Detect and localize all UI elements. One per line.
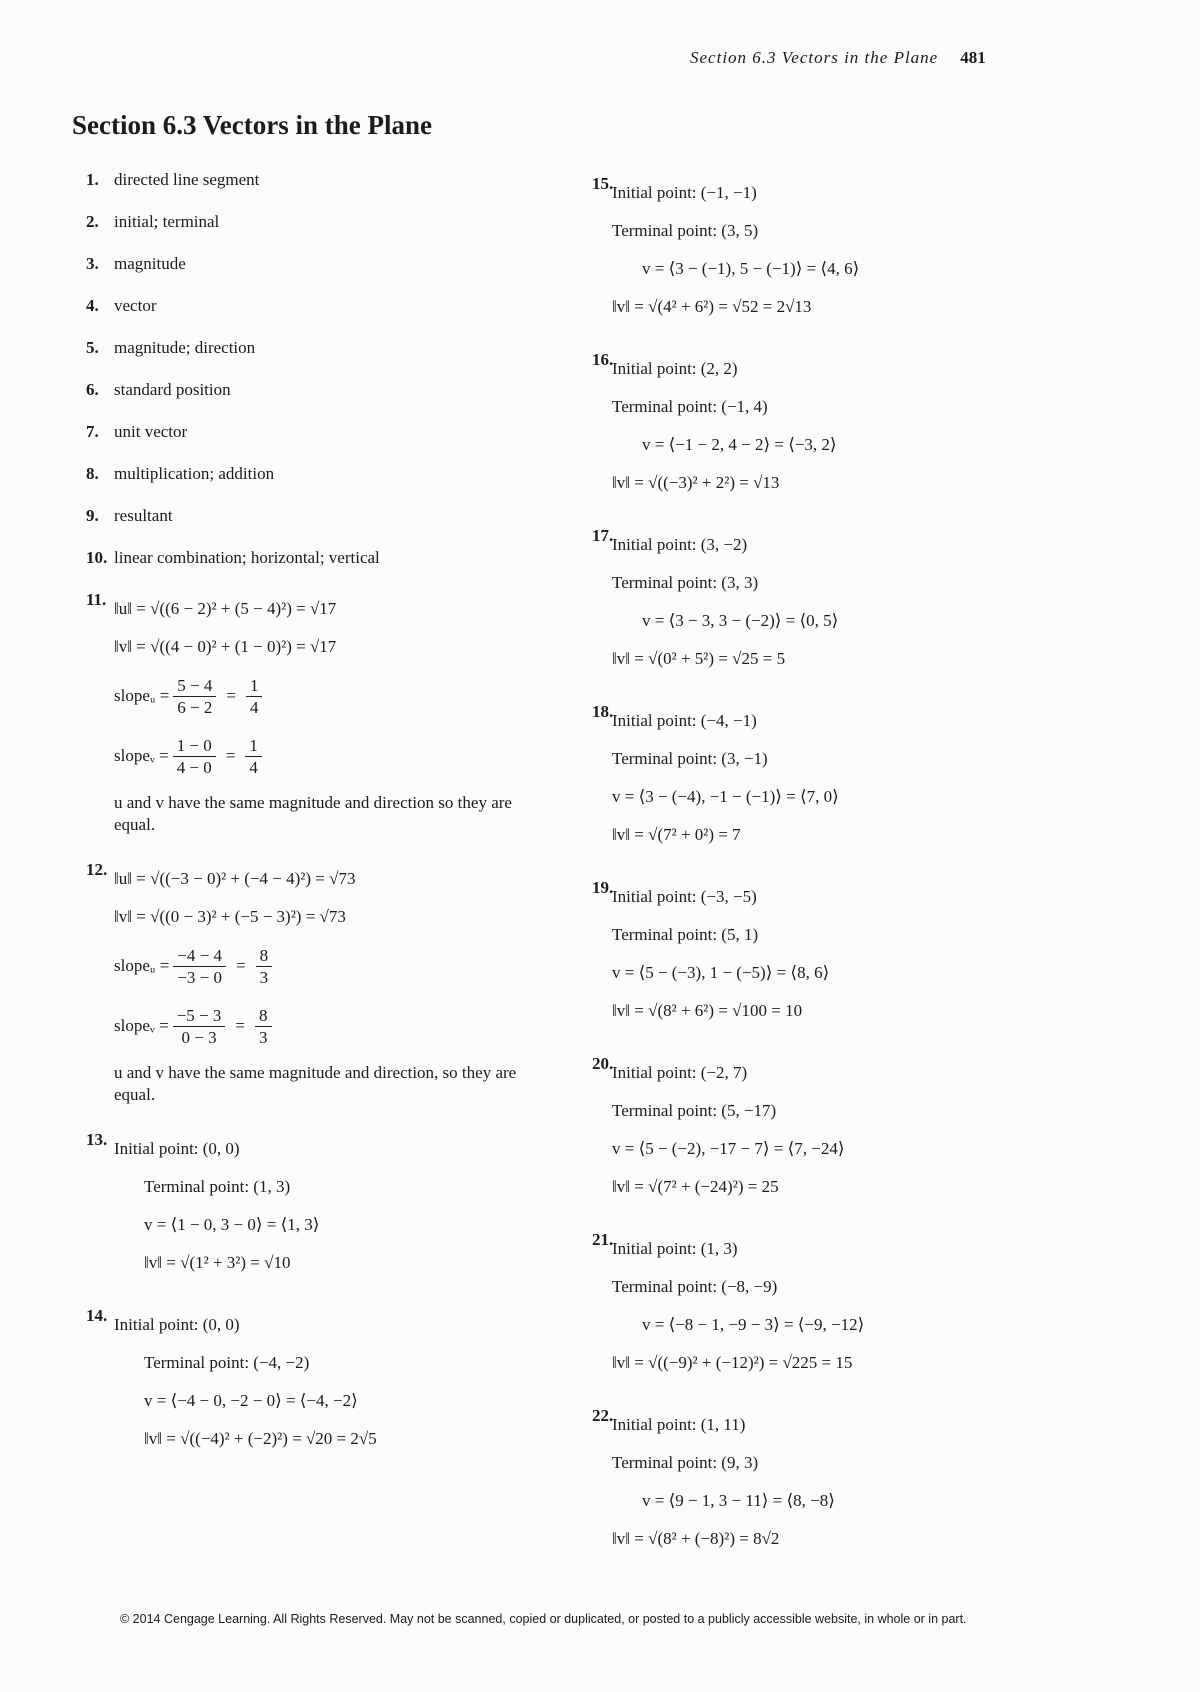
item-number: 7. — [86, 422, 99, 441]
slope-label: slopeᵥ = — [114, 746, 169, 765]
vector-line: v = ⟨−1 − 2, 4 − 2⟩ = ⟨−3, 2⟩ — [642, 435, 837, 454]
fraction — [173, 945, 226, 988]
initial-point-line: Initial point: (−2, 7) — [612, 1063, 748, 1082]
item-text: magnitude; direction — [114, 338, 256, 357]
initial-point-line: Initial point: (−4, −1) — [612, 711, 757, 730]
slope-u-line — [114, 936, 558, 996]
denominator: −3 − 0 — [177, 967, 222, 987]
item-number: 21. — [592, 1230, 614, 1249]
terminal-point-line: Terminal point: (9, 3) — [612, 1453, 759, 1472]
solution-12 — [88, 860, 558, 1106]
terminal-point-line: Terminal point: (−8, −9) — [612, 1277, 778, 1296]
solution-13 — [88, 1130, 558, 1282]
numerator: 1 − 0 — [173, 735, 216, 757]
equals-sign: = — [235, 956, 246, 975]
item-text: linear combination; horizontal; vertical — [114, 548, 380, 567]
vector-line: v = ⟨−4 − 0, −2 − 0⟩ = ⟨−4, −2⟩ — [144, 1391, 358, 1410]
initial-point-line: Initial point: (0, 0) — [114, 1315, 240, 1334]
item-number: 20. — [592, 1054, 614, 1073]
item-text: multiplication; addition — [114, 464, 275, 483]
numerator: −5 − 3 — [173, 1005, 226, 1027]
item-number: 17. — [592, 526, 614, 545]
running-head — [690, 48, 986, 68]
item-number: 14. — [86, 1306, 108, 1325]
equation: ‖u‖ = √((−3 − 0)² + (−4 − 4)²) = √73 — [114, 869, 356, 888]
item-number: 16. — [592, 350, 614, 369]
item-number: 6. — [86, 380, 99, 399]
numerator: 8 — [256, 945, 273, 967]
fraction — [245, 735, 262, 778]
vector-line: v = ⟨3 − 3, 3 − (−2)⟩ = ⟨0, 5⟩ — [642, 611, 839, 630]
fraction — [255, 1005, 272, 1048]
fraction — [246, 675, 263, 718]
section-title: Section 6.3 Vectors in the Plane — [72, 110, 432, 140]
item-number: 15. — [592, 174, 614, 193]
magnitude-line: ‖v‖ = √(8² + (−8)²) = 8√2 — [612, 1529, 780, 1548]
terminal-point-line: Terminal point: (−1, 4) — [612, 397, 768, 416]
solution-22 — [592, 1406, 1082, 1558]
item-number: 2. — [86, 212, 99, 231]
initial-point-line: Initial point: (1, 3) — [612, 1239, 738, 1258]
answer-item-1 — [88, 170, 558, 212]
answer-item-9 — [88, 506, 558, 548]
magnitude-line: ‖v‖ = √((−4)² + (−2)²) = √20 = 2√5 — [144, 1429, 377, 1448]
left-column — [88, 170, 558, 1482]
solution-20 — [592, 1054, 1082, 1206]
item-text: initial; terminal — [114, 212, 220, 231]
item-number: 1. — [86, 170, 99, 189]
equals-sign: = — [226, 686, 236, 705]
equation: ‖v‖ = √((0 − 3)² + (−5 − 3)²) = √73 — [114, 907, 346, 926]
equation: ‖v‖ = √((4 − 0)² + (1 − 0)²) = √17 — [114, 637, 337, 656]
answer-item-5 — [88, 338, 558, 380]
magnitude-line: ‖v‖ = √(0² + 5²) = √25 = 5 — [612, 649, 786, 668]
denominator: 3 — [259, 1027, 268, 1047]
numerator: 1 — [245, 735, 262, 757]
answer-item-4 — [88, 296, 558, 338]
numerator: 5 − 4 — [173, 675, 216, 697]
solution-21 — [592, 1230, 1082, 1382]
denominator: 4 − 0 — [176, 757, 212, 777]
terminal-point-line: Terminal point: (3, 5) — [612, 221, 759, 240]
answer-item-8 — [88, 464, 558, 506]
denominator: 0 − 3 — [181, 1027, 217, 1047]
slope-label: slopeᵤ = — [114, 686, 170, 705]
solution-14 — [88, 1306, 558, 1458]
fraction — [173, 1005, 226, 1048]
solution-16 — [592, 350, 1082, 502]
page-number: 481 — [960, 48, 986, 67]
vector-line: v = ⟨1 − 0, 3 − 0⟩ = ⟨1, 3⟩ — [144, 1215, 320, 1234]
initial-point-line: Initial point: (−3, −5) — [612, 887, 757, 906]
terminal-point-line: Terminal point: (5, −17) — [612, 1101, 777, 1120]
item-number: 11. — [86, 590, 107, 609]
numerator: −4 − 4 — [173, 945, 226, 967]
fraction — [173, 675, 216, 718]
magnitude-line: ‖v‖ = √((−3)² + 2²) = √13 — [612, 473, 780, 492]
answer-item-6 — [88, 380, 558, 422]
solution-17 — [592, 526, 1082, 678]
vector-line: v = ⟨5 − (−3), 1 − (−5)⟩ = ⟨8, 6⟩ — [612, 963, 830, 982]
item-text: unit vector — [114, 422, 188, 441]
initial-point-line: Initial point: (2, 2) — [612, 359, 738, 378]
magnitude-v-line — [114, 898, 558, 936]
vector-line: v = ⟨3 − (−1), 5 − (−1)⟩ = ⟨4, 6⟩ — [642, 259, 860, 278]
slope-v-line — [114, 996, 558, 1056]
numerator: 1 — [246, 675, 263, 697]
item-number: 12. — [86, 860, 108, 879]
conclusion-text: u and v have the same magnitude and direction, so they are equal. — [114, 1063, 517, 1104]
slope-label: slopeᵥ = — [114, 1016, 169, 1035]
item-text: standard position — [114, 380, 231, 399]
equals-sign: = — [225, 746, 236, 765]
vector-line: v = ⟨3 − (−4), −1 − (−1)⟩ = ⟨7, 0⟩ — [612, 787, 839, 806]
slope-v-line — [114, 726, 558, 786]
item-text: resultant — [114, 506, 173, 525]
denominator: 3 — [259, 967, 269, 987]
running-head-text: Section 6.3 Vectors in the Plane — [690, 48, 939, 67]
answer-item-7 — [88, 422, 558, 464]
item-text: vector — [114, 296, 157, 315]
solution-15 — [592, 174, 1082, 326]
magnitude-v-line — [114, 628, 558, 666]
slope-u-line — [114, 666, 558, 726]
answer-item-10 — [88, 548, 558, 590]
magnitude-u-line — [114, 860, 558, 898]
item-number: 8. — [86, 464, 99, 483]
initial-point-line: Initial point: (−1, −1) — [612, 183, 757, 202]
conclusion-text: u and v have the same magnitude and direction so they are equal. — [114, 793, 512, 834]
answer-item-2 — [88, 212, 558, 254]
magnitude-line: ‖v‖ = √(4² + 6²) = √52 = 2√13 — [612, 297, 812, 316]
vector-line: v = ⟨−8 − 1, −9 − 3⟩ = ⟨−9, −12⟩ — [642, 1315, 865, 1334]
numerator: 8 — [255, 1005, 272, 1027]
item-number: 5. — [86, 338, 99, 357]
item-number: 3. — [86, 254, 99, 273]
vector-line: v = ⟨5 − (−2), −17 − 7⟩ = ⟨7, −24⟩ — [612, 1139, 845, 1158]
fraction — [256, 945, 273, 988]
solution-18 — [592, 702, 1082, 854]
denominator: 6 − 2 — [177, 697, 213, 717]
terminal-point-line: Terminal point: (3, −1) — [612, 749, 768, 768]
solution-11 — [88, 590, 558, 836]
magnitude-line: ‖v‖ = √(7² + (−24)²) = 25 — [612, 1177, 779, 1196]
item-number: 10. — [86, 548, 108, 567]
answer-item-3 — [88, 254, 558, 296]
item-number: 22. — [592, 1406, 614, 1425]
item-text: magnitude — [114, 254, 186, 273]
solution-19 — [592, 878, 1082, 1030]
initial-point-line: Initial point: (1, 11) — [612, 1415, 746, 1434]
equals-sign: = — [235, 1016, 245, 1035]
slope-label: slopeᵤ = — [114, 956, 170, 975]
fraction — [173, 735, 216, 778]
item-number: 4. — [86, 296, 99, 315]
magnitude-u-line — [114, 590, 558, 628]
magnitude-line: ‖v‖ = √(7² + 0²) = 7 — [612, 825, 741, 844]
item-text: directed line segment — [114, 170, 260, 189]
magnitude-line: ‖v‖ = √(8² + 6²) = √100 = 10 — [612, 1001, 803, 1020]
item-number: 13. — [86, 1130, 108, 1149]
right-column — [592, 174, 1082, 1582]
item-number: 9. — [86, 506, 99, 525]
magnitude-line: ‖v‖ = √(1² + 3²) = √10 — [144, 1253, 291, 1272]
equation: ‖u‖ = √((6 − 2)² + (5 − 4)²) = √17 — [114, 599, 337, 618]
initial-point-line: Initial point: (3, −2) — [612, 535, 748, 554]
initial-point-line: Initial point: (0, 0) — [114, 1139, 240, 1158]
terminal-point-line: Terminal point: (1, 3) — [144, 1177, 291, 1196]
denominator: 4 — [249, 697, 259, 717]
item-number: 19. — [592, 878, 614, 897]
terminal-point-line: Terminal point: (3, 3) — [612, 573, 759, 592]
terminal-point-line: Terminal point: (5, 1) — [612, 925, 759, 944]
vector-line: v = ⟨9 − 1, 3 − 11⟩ = ⟨8, −8⟩ — [642, 1491, 835, 1510]
magnitude-line: ‖v‖ = √((−9)² + (−12)²) = √225 = 15 — [612, 1353, 853, 1372]
terminal-point-line: Terminal point: (−4, −2) — [144, 1353, 310, 1372]
copyright-footer: © 2014 Cengage Learning. All Rights Reserved. May not be scanned, copied or duplicated, or posted to a publicly accessible website, in whole or in part. — [120, 1612, 967, 1626]
denominator: 4 — [249, 757, 258, 777]
item-number: 18. — [592, 702, 614, 721]
